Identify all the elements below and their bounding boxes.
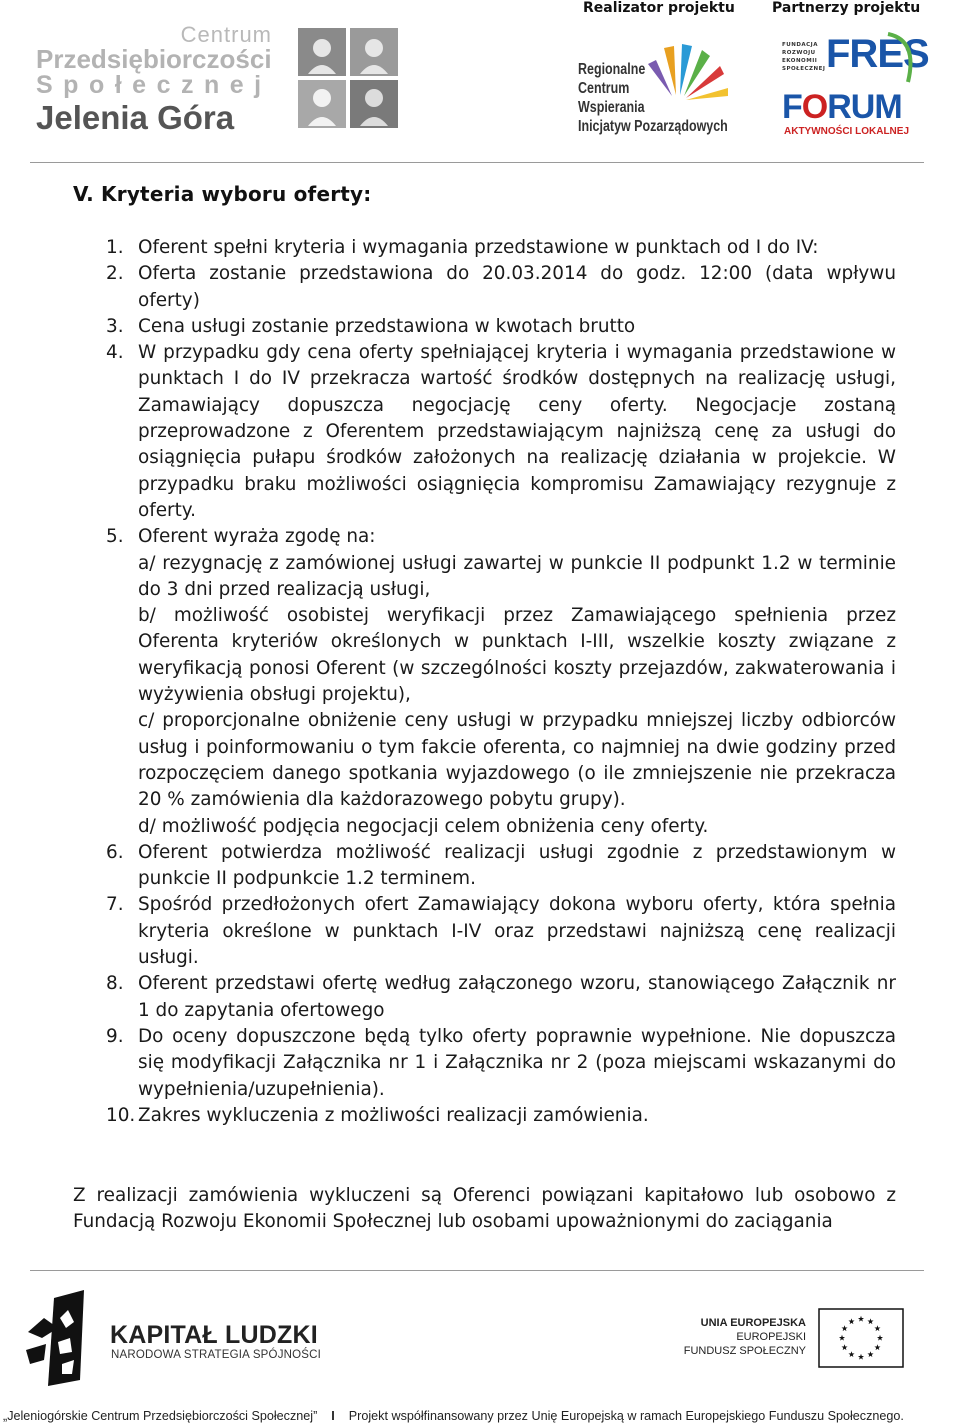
ue-line: FUNDUSZ SPOŁECZNY — [683, 1345, 806, 1357]
criteria-item-text: Oferent wyraża zgodę na: — [138, 526, 376, 548]
criteria-item — [0, 1103, 896, 1129]
criteria-item — [0, 1024, 896, 1103]
criteria-item — [0, 314, 896, 340]
criteria-item — [0, 261, 896, 314]
rcwip-logo-text — [578, 60, 728, 136]
fres-small-line: FUNDACJA — [782, 42, 818, 48]
forum-letter-f: F — [782, 88, 802, 126]
criteria-list — [0, 235, 960, 1129]
criteria-item-number: 1. — [106, 237, 124, 258]
cps-logo-line3: Jelenia Góra — [36, 99, 235, 136]
realizator-label: Realizator projektu — [583, 0, 735, 16]
footer-separator: I — [331, 1409, 335, 1423]
forum-logo-big — [782, 88, 902, 127]
section-title: V. Kryteria wyboru oferty: — [73, 182, 372, 206]
closing-paragraph: Z realizacji zamówienia wykluczeni są Oferenci powiązani kapitałowo lub osobowo z Fundacją Rozwoju Ekonomii Społecznej lub osobami upoważnionymi do zaciągania — [73, 1185, 896, 1233]
fres-small-line: EKONOMII — [782, 58, 818, 64]
cps-logo-line1: Przedsiębiorczości — [36, 44, 272, 74]
rcwip-line: Wspierania — [578, 99, 645, 116]
criteria-item-number: 8. — [106, 973, 124, 995]
ue-line: UNIA EUROPEJSKA — [700, 1317, 806, 1329]
ue-efs-logo — [680, 1308, 910, 1372]
fres-swoosh-icon — [878, 30, 918, 86]
people-puzzle-icon — [296, 26, 400, 130]
rcwip-line: Centrum — [578, 80, 630, 97]
criteria-item-text: b/ możliwość osobistej weryfikacji przez Zamawiającego spełnienia przez Oferenta kryteriów określonych w punktach I-III, wszelkie koszty związane z weryfikacją ponosi Oferent (w szczególności koszty przejazdów, zakwaterowania i wyżywienia obsługi projektu), — [138, 605, 896, 706]
footer-text — [3, 1409, 959, 1423]
criteria-item-number: 6. — [106, 841, 124, 863]
kapital-ludzki-logo — [24, 1288, 334, 1388]
footer-cofinanced-note: Projekt współfinansowany przez Unię Europejską w ramach Europejskiego Funduszu Społecznego. — [348, 1409, 904, 1423]
criteria-item-number: 3. — [106, 315, 124, 337]
criteria-item-number: 2. — [106, 263, 124, 285]
criteria-item-text: c/ proporcjonalne obniżenie ceny usługi w przypadku mniejszej liczby odbiorców usług i poinformowaniu o tym fakcie oferenta, co najmniej na dwie godziny przed rozpoczęciem danego spotkania wyjazdowego (o ile zmniejszenie nie przekracza 20 % zamówienia dla każdorazowego pobytu grupy). — [138, 710, 896, 811]
criteria-item-text: W przypadku gdy cena oferty spełniającej kryteria i wymagania przedstawione w punktach I do IV przekracza wartość środków dostępnych na realizację usługi, Zamawiający dopuszcza negocjację ceny oferty. Negocjacje zostaną przeprowadzone z Oferentem przedstawiającym najniższą cenę za usługi do osiągnięcia pułapu środków założonych na realizację działania w projekcie. W przypadku braku możliwości osiągnięcia kompromisu Zamawiający rezygnuje z oferty. — [138, 342, 896, 521]
criteria-item — [0, 340, 896, 524]
cps-jelenia-gora-logo — [36, 24, 276, 136]
rcwip-logo — [576, 40, 736, 140]
forum-logo — [782, 88, 922, 140]
criteria-item-text: Oferent spełni kryteria i wymagania przedstawione w punktach od I do IV: — [138, 237, 819, 258]
footer-divider — [30, 1270, 924, 1271]
forum-letter-o: O — [801, 88, 828, 126]
kapital-ludzki-emblem-icon — [24, 1288, 106, 1388]
criteria-item-number: 5. — [106, 526, 124, 548]
cps-logo-line2: Społecznej — [36, 71, 272, 99]
partnerzy-label: Partnerzy projektu — [772, 0, 921, 16]
criteria-item — [0, 524, 896, 840]
criteria-item-text: Cena usługi zostanie przedstawiona w kwotach brutto — [138, 315, 636, 337]
header-divider — [30, 162, 924, 163]
criteria-item — [0, 235, 896, 261]
fres-small-line: ROZWOJU — [782, 50, 816, 56]
fres-logo-small — [782, 41, 825, 73]
rcwip-line: Inicjatyw Pozarządowych — [578, 118, 728, 135]
criteria-item-text: Do oceny dopuszczone będą tylko oferty poprawnie wypełnione. Nie dopuszcza się modyfikacji Załącznika nr 1 i Załącznika nr 2 (poza miejscami wskazanymi do wypełnienia/uzupełnienia). — [138, 1025, 896, 1100]
forum-letters-rest: RUM — [827, 88, 902, 126]
criteria-item-number: 10. — [106, 1104, 136, 1126]
forum-logo-small: AKTYWNOŚCI LOKALNEJ — [784, 126, 909, 137]
ue-logo-text — [684, 1316, 806, 1358]
criteria-item-text: a/ rezygnację z zamówionej usługi zawartej w punkcie II podpunkt 1.2 w terminie do 3 dni przed realizacją usługi, — [138, 552, 896, 600]
fres-small-line: SPOŁECZNEJ — [782, 66, 826, 72]
criteria-item-text: Oferta zostanie przedstawiona do 20.03.2014 do godz. 12:00 (data wpływu oferty) — [138, 263, 896, 311]
kapital-ludzki-subtitle: NARODOWA STRATEGIA SPÓJNOŚCI — [111, 1349, 322, 1361]
criteria-item — [0, 840, 896, 893]
eu-flag-icon — [818, 1308, 904, 1368]
criteria-item-text: Spośród przedłożonych ofert Zamawiający dokona wyboru oferty, która spełnia kryteria określone w punktach I-IV oraz przedstawi najniższą cenę realizacji usługi. — [138, 894, 896, 969]
criteria-item-text: Zakres wykluczenia z możliwości realizacji zamówienia. — [138, 1104, 649, 1126]
criteria-item-number: 4. — [106, 342, 124, 364]
criteria-item-number: 7. — [106, 894, 124, 916]
fres-logo-big: FRES — [826, 32, 929, 76]
rcwip-line: Regionalne — [578, 61, 646, 78]
ue-line: EUROPEJSKI — [736, 1331, 806, 1343]
criteria-item — [0, 971, 896, 1024]
criteria-item — [0, 892, 896, 971]
footer-project-name: „Jeleniogórskie Centrum Przedsiębiorczości Społecznej” — [3, 1409, 318, 1423]
fres-logo — [782, 30, 929, 90]
criteria-item-text: d/ możliwość podjęcia negocjacji celem obniżenia ceny oferty. — [138, 815, 709, 837]
kapital-ludzki-title: KAPITAŁ LUDZKI — [110, 1321, 318, 1349]
criteria-item-number: 9. — [106, 1025, 124, 1047]
criteria-item-text: Oferent potwierdza możliwość realizacji usługi zgodnie z przedstawionym w punkcie II podpunkcie 1.2 terminem. — [138, 841, 896, 890]
cps-logo-centrum: Centrum — [180, 22, 272, 47]
criteria-item-text: Oferent przedstawi ofertę według załączonego wzoru, stanowiącego Załącznik nr 1 do zapytania ofertowego — [138, 973, 896, 1021]
page-header — [0, 0, 960, 165]
